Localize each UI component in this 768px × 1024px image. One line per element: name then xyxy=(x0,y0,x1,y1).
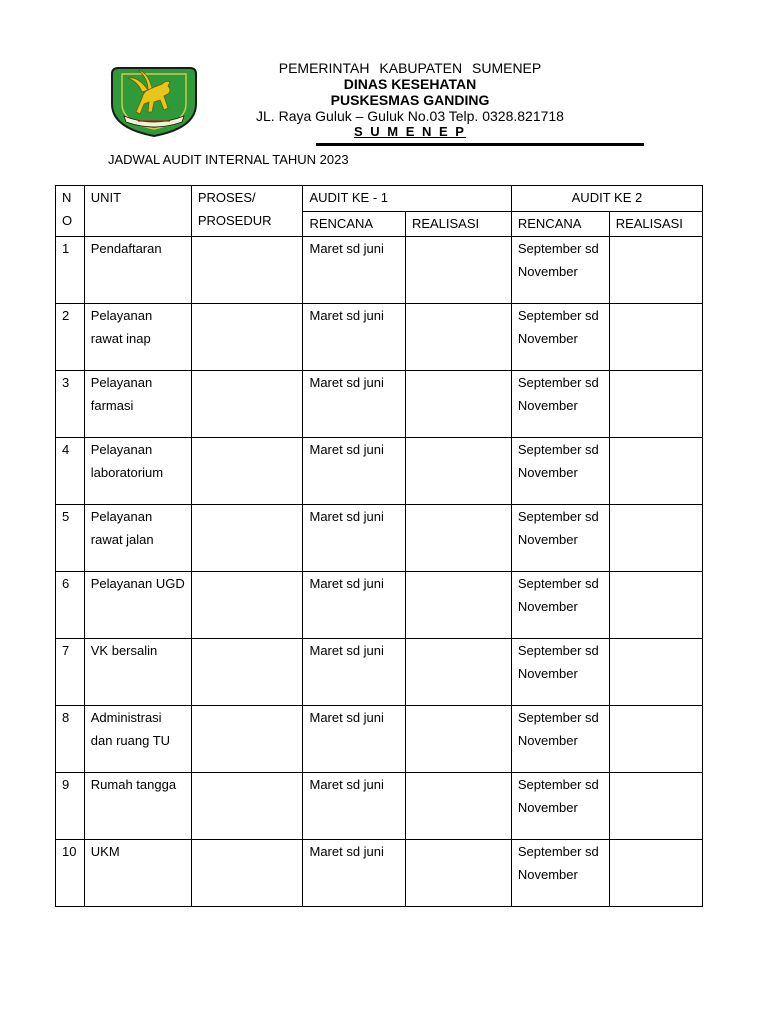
cell-no: 1 xyxy=(56,237,85,304)
cell-rencana-2: September sd November xyxy=(511,639,609,706)
cell-unit: Pendaftaran xyxy=(84,237,191,304)
cell-unit: Pelayanan laboratorium xyxy=(84,438,191,505)
cell-no: 3 xyxy=(56,371,85,438)
cell-no: 2 xyxy=(56,304,85,371)
table-row xyxy=(56,840,703,907)
cell-realisasi-1 xyxy=(405,304,511,371)
cell-rencana-2: September sd November xyxy=(511,371,609,438)
cell-realisasi-1 xyxy=(405,773,511,840)
table-row xyxy=(56,773,703,840)
cell-no: 10 xyxy=(56,840,85,907)
cell-realisasi-1 xyxy=(405,706,511,773)
cell-unit: Pelayanan rawat inap xyxy=(84,304,191,371)
table-row xyxy=(56,438,703,505)
header-rencana-2: RENCANA xyxy=(511,211,609,237)
cell-realisasi-2 xyxy=(609,840,702,907)
table-row xyxy=(56,706,703,773)
header-rencana-1: RENCANA xyxy=(303,211,405,237)
cell-rencana-1: Maret sd juni xyxy=(303,371,405,438)
cell-realisasi-2 xyxy=(609,706,702,773)
cell-rencana-1: Maret sd juni xyxy=(303,304,405,371)
cell-rencana-1: Maret sd juni xyxy=(303,773,405,840)
cell-no: 8 xyxy=(56,706,85,773)
cell-rencana-1: Maret sd juni xyxy=(303,706,405,773)
cell-realisasi-2 xyxy=(609,304,702,371)
header-audit-2: AUDIT KE 2 xyxy=(511,186,702,212)
header-unit: UNIT xyxy=(84,186,191,237)
cell-rencana-2: September sd November xyxy=(511,572,609,639)
cell-proses xyxy=(191,371,303,438)
cell-rencana-2: September sd November xyxy=(511,840,609,907)
cell-no: 7 xyxy=(56,639,85,706)
letterhead-divider xyxy=(316,143,644,146)
cell-unit: Pelayanan rawat jalan xyxy=(84,505,191,572)
cell-no: 4 xyxy=(56,438,85,505)
cell-realisasi-2 xyxy=(609,237,702,304)
cell-rencana-2: September sd November xyxy=(511,438,609,505)
cell-proses xyxy=(191,237,303,304)
cell-rencana-1: Maret sd juni xyxy=(303,438,405,505)
cell-proses xyxy=(191,304,303,371)
header-realisasi-1: REALISASI xyxy=(405,211,511,237)
cell-realisasi-1 xyxy=(405,371,511,438)
cell-proses xyxy=(191,639,303,706)
cell-proses xyxy=(191,773,303,840)
cell-rencana-1: Maret sd juni xyxy=(303,505,405,572)
cell-realisasi-1 xyxy=(405,572,511,639)
letterhead-address: JL. Raya Guluk – Guluk No.03 Telp. 0328.821718 xyxy=(256,108,564,124)
table-row xyxy=(56,505,703,572)
letterhead-department: DINAS KESEHATAN xyxy=(343,76,477,92)
cell-realisasi-1 xyxy=(405,237,511,304)
table-row xyxy=(56,572,703,639)
cell-realisasi-2 xyxy=(609,371,702,438)
cell-unit: Rumah tangga xyxy=(84,773,191,840)
cell-proses xyxy=(191,840,303,907)
header-realisasi-2: REALISASI xyxy=(609,211,702,237)
cell-unit: VK bersalin xyxy=(84,639,191,706)
cell-unit: UKM xyxy=(84,840,191,907)
letterhead-government: PEMERINTAH KABUPATEN SUMENEP xyxy=(278,60,542,76)
header-no: N O xyxy=(56,186,85,237)
cell-unit: Administrasi dan ruang TU xyxy=(84,706,191,773)
cell-rencana-2: September sd November xyxy=(511,505,609,572)
cell-proses xyxy=(191,438,303,505)
letterhead-puskesmas: PUSKESMAS GANDING xyxy=(330,92,490,108)
cell-realisasi-1 xyxy=(405,639,511,706)
cell-realisasi-2 xyxy=(609,505,702,572)
cell-rencana-1: Maret sd juni xyxy=(303,840,405,907)
header-audit-1: AUDIT KE - 1 xyxy=(303,186,511,212)
audit-schedule-table xyxy=(55,185,703,907)
table-header-row xyxy=(56,186,703,212)
cell-unit: Pelayanan UGD xyxy=(84,572,191,639)
cell-rencana-2: September sd November xyxy=(511,706,609,773)
cell-proses xyxy=(191,572,303,639)
letterhead-city: S U M E N E P xyxy=(354,124,466,139)
cell-realisasi-2 xyxy=(609,438,702,505)
cell-rencana-2: September sd November xyxy=(511,304,609,371)
cell-no: 5 xyxy=(56,505,85,572)
table-row xyxy=(56,304,703,371)
cell-realisasi-2 xyxy=(609,639,702,706)
table-row xyxy=(56,371,703,438)
letterhead xyxy=(210,60,610,140)
cell-proses xyxy=(191,505,303,572)
cell-rencana-1: Maret sd juni xyxy=(303,639,405,706)
cell-realisasi-2 xyxy=(609,773,702,840)
table-row xyxy=(56,639,703,706)
cell-rencana-1: Maret sd juni xyxy=(303,237,405,304)
cell-proses xyxy=(191,706,303,773)
sumenep-regency-emblem-icon xyxy=(108,62,200,138)
cell-realisasi-2 xyxy=(609,572,702,639)
header-proses: PROSES/ PROSEDUR xyxy=(191,186,303,237)
document-title: JADWAL AUDIT INTERNAL TAHUN 2023 xyxy=(108,152,349,167)
cell-unit: Pelayanan farmasi xyxy=(84,371,191,438)
table-row xyxy=(56,237,703,304)
cell-rencana-1: Maret sd juni xyxy=(303,572,405,639)
cell-rencana-2: September sd November xyxy=(511,237,609,304)
cell-no: 9 xyxy=(56,773,85,840)
cell-realisasi-1 xyxy=(405,438,511,505)
cell-realisasi-1 xyxy=(405,840,511,907)
cell-no: 6 xyxy=(56,572,85,639)
cell-realisasi-1 xyxy=(405,505,511,572)
cell-rencana-2: September sd November xyxy=(511,773,609,840)
